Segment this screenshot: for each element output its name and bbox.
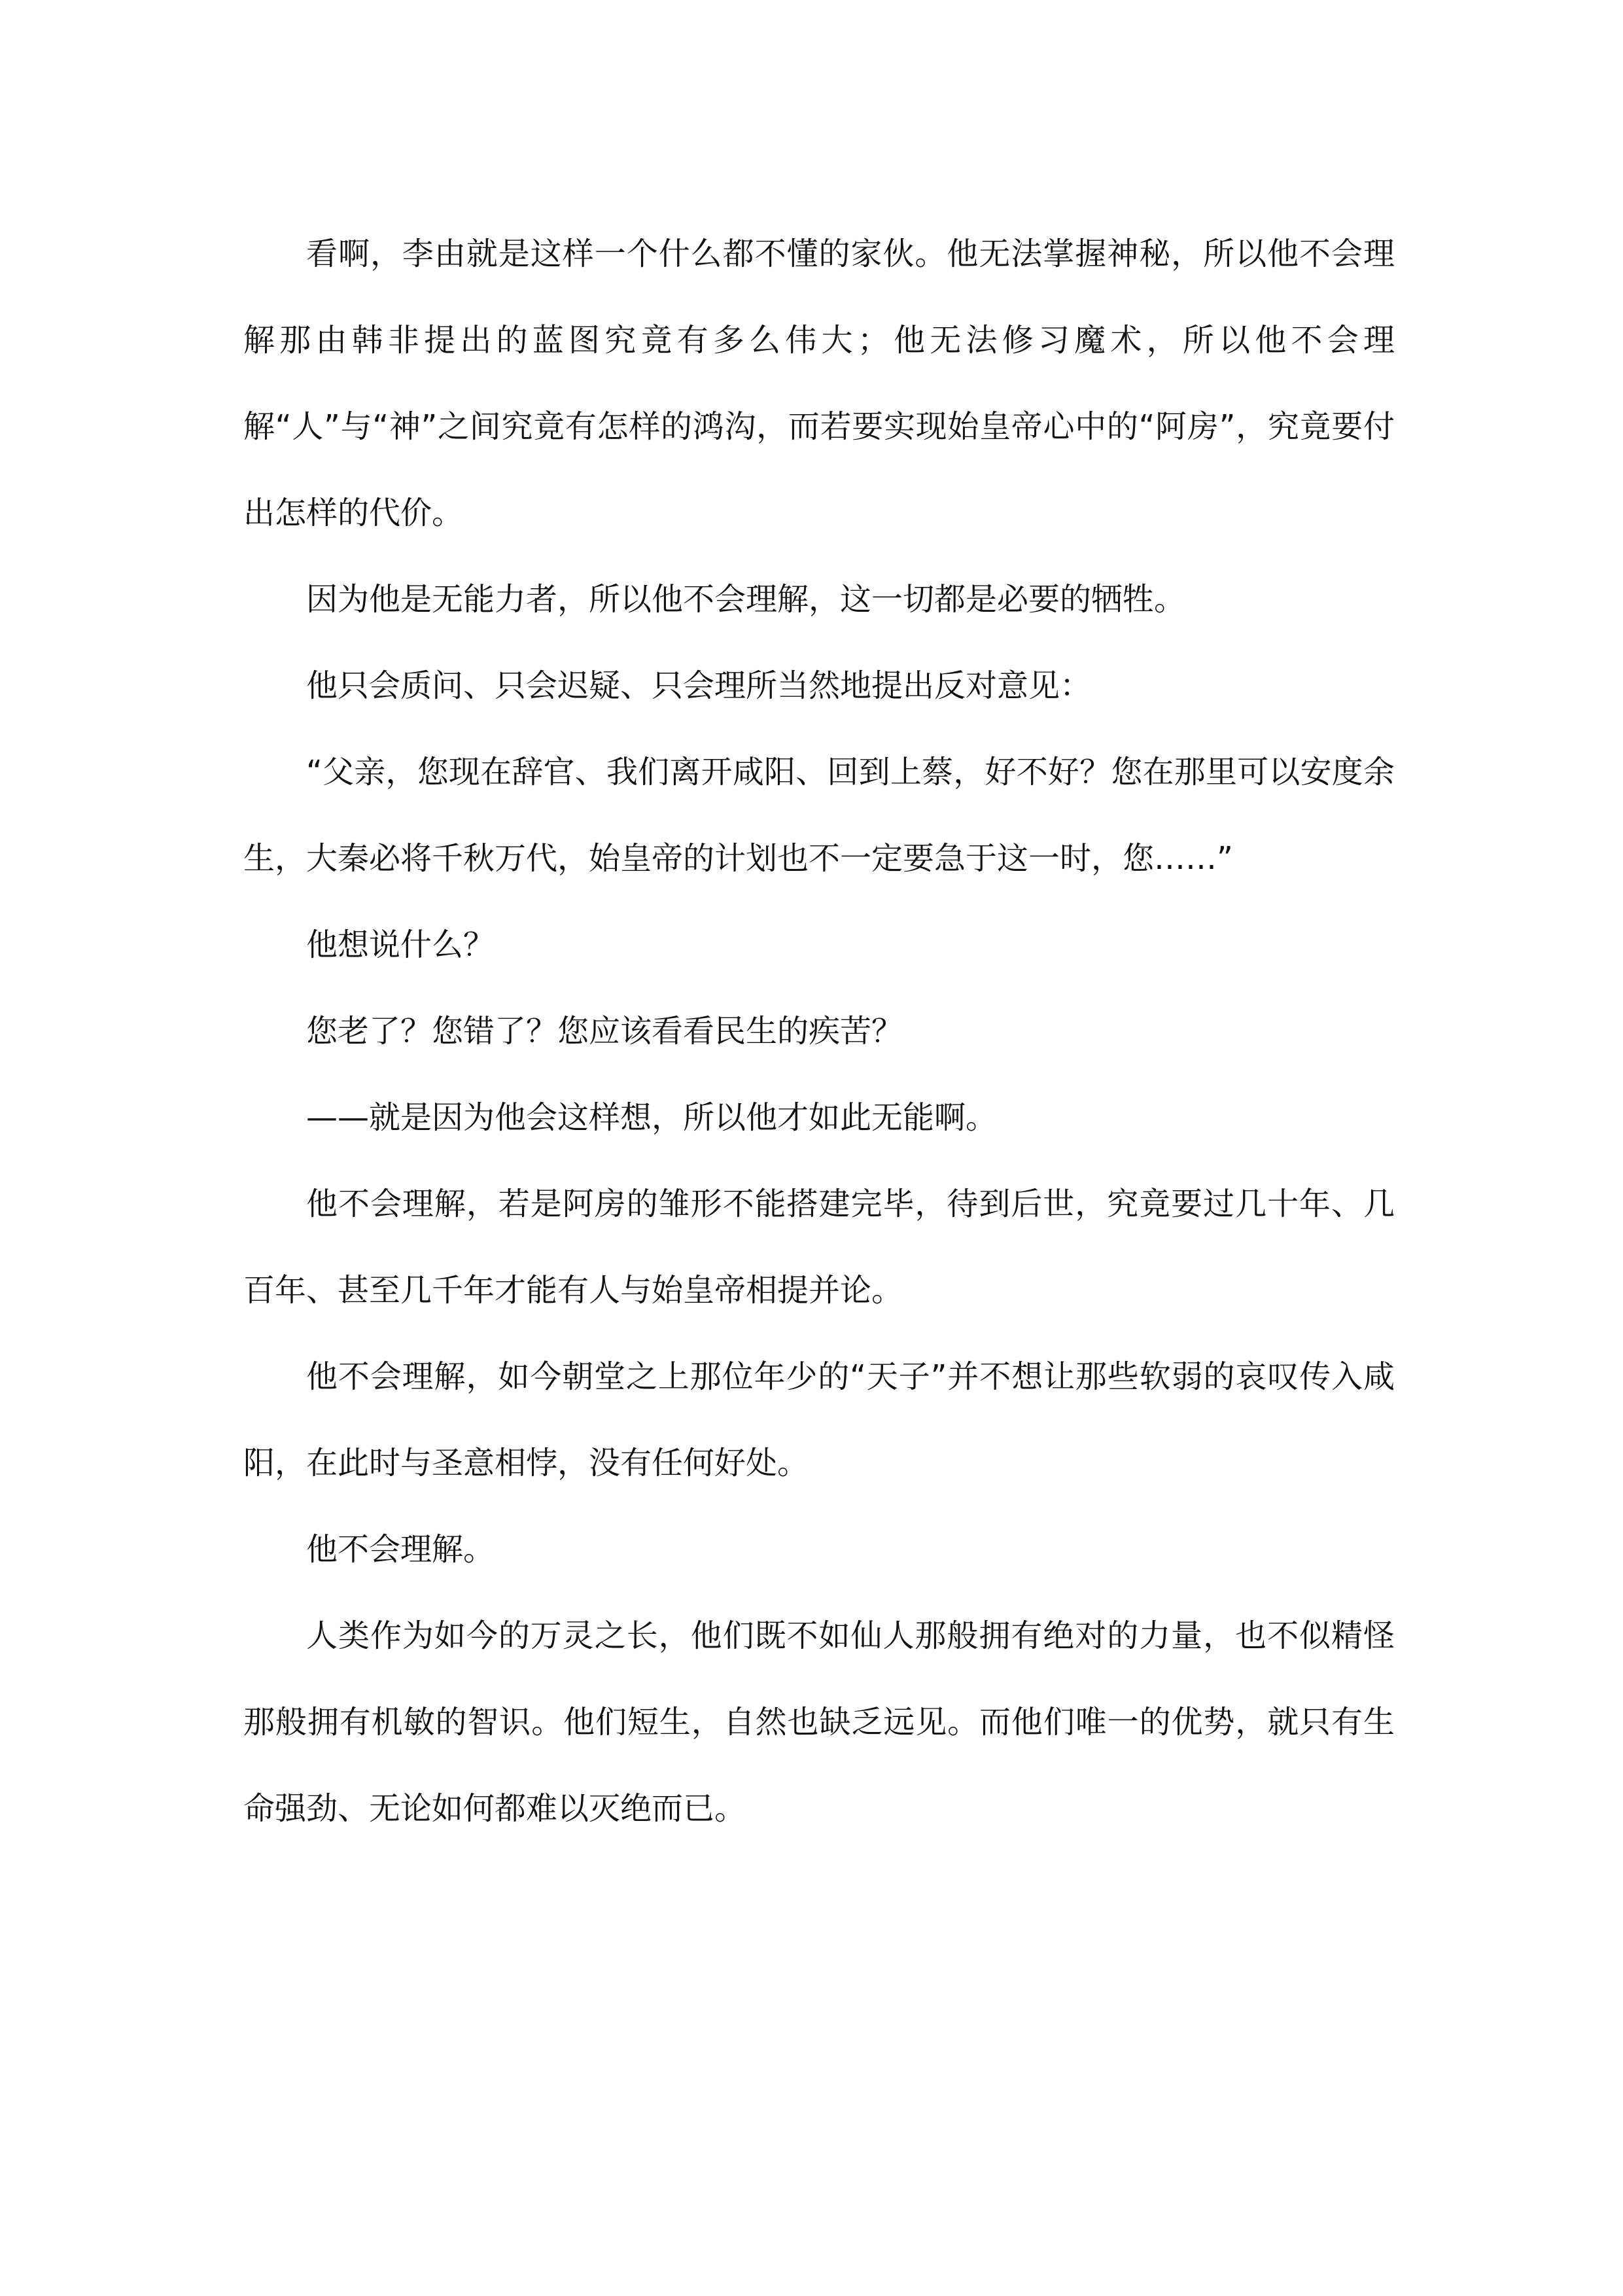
paragraph-9: 他不会理解，如今朝堂之上那位年少的“天子”并不想让那些软弱的哀叹传入咸阳，在此时与圣意相悖，没有任何好处。: [243, 1358, 1395, 1481]
paragraph-7: ——就是因为他会这样想，所以他才如此无能啊。: [306, 1099, 998, 1136]
paragraph-8: 他不会理解，若是阿房的雏形不能搭建完毕，待到后世，究竟要过几十年、几百年、甚至几千年才能有人与始皇帝相提并论。: [243, 1186, 1395, 1309]
paragraph-3: 他只会质问、只会迟疑、只会理所当然地提出反对意见：: [306, 667, 1092, 704]
paragraph-2: 因为他是无能力者，所以他不会理解，这一切都是必要的牺牲。: [306, 581, 1186, 618]
paragraph-10: 他不会理解。: [306, 1531, 495, 1568]
paragraph-1: 看啊，李由就是这样一个什么都不懂的家伙。他无法掌握神秘，所以他不会理解那由韩非提出的蓝图究竟有多么伟大；他无法修习魔术，所以他不会理解“人”与“神”之间究竟有怎样的鸿沟，而若要实现始皇帝心中的“阿房”，究竟要付出怎样的代价。: [243, 236, 1395, 531]
paragraph-11: 人类作为如今的万灵之长，他们既不如仙人那般拥有绝对的力量，也不似精怪那般拥有机敏的智识。他们短生，自然也缺乏远见。而他们唯一的优势，就只有生命强劲、无论如何都难以灭绝而已。: [243, 1617, 1395, 1827]
paragraph-6: 您老了？您错了？您应该看看民生的疾苦？: [306, 1013, 903, 1050]
document-body: [243, 211, 1395, 1852]
paragraph-4: “父亲，您现在辞官、我们离开咸阳、回到上蔡，好不好？您在那里可以安度余生，大秦必将千秋万代，始皇帝的计划也不一定要急于这一时，您……”: [243, 754, 1395, 877]
paragraph-5: 他想说什么？: [306, 927, 495, 963]
